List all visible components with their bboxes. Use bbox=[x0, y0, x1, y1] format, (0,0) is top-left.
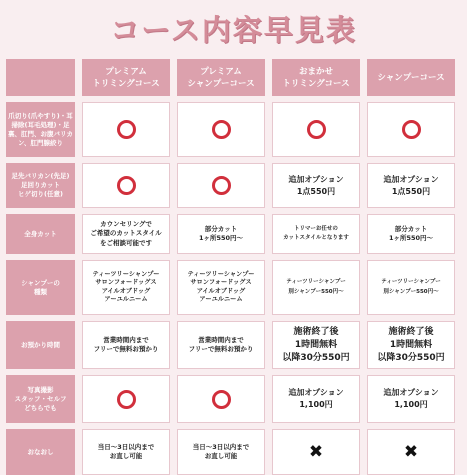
table-corner bbox=[6, 59, 75, 96]
table-cell: ティーツリーシャンプー 別シャンプー550円〜 bbox=[272, 260, 360, 315]
column-header-premium-shampoo: プレミアム シャンプーコース bbox=[177, 59, 265, 96]
table-cell bbox=[82, 375, 170, 423]
table-cell: トリマーお任せの カットスタイルとなります bbox=[272, 214, 360, 254]
table-cell bbox=[177, 375, 265, 423]
table-cell bbox=[82, 102, 170, 157]
table-cell: 追加オプション 1点550円 bbox=[367, 163, 455, 208]
row-label-shampoo-type: シャンプーの 種類 bbox=[6, 260, 75, 315]
circle-icon bbox=[307, 120, 326, 139]
row-label-touch-up: おなおし bbox=[6, 429, 75, 475]
table-cell bbox=[82, 163, 170, 208]
table-cell: 営業時間内まで フリーで無料お預かり bbox=[177, 321, 265, 369]
circle-icon bbox=[117, 390, 136, 409]
column-header-shampoo: シャンプーコース bbox=[367, 59, 455, 96]
row-label-boarding-time: お預かり時間 bbox=[6, 321, 75, 369]
table-cell: 施術終了後 1時間無料 以降30分550円 bbox=[272, 321, 360, 369]
column-header-premium-trimming: プレミアム トリミングコース bbox=[82, 59, 170, 96]
table-cell: 当日〜3日以内まで お直し可能 bbox=[82, 429, 170, 475]
circle-icon bbox=[402, 120, 421, 139]
course-table bbox=[6, 59, 455, 475]
table-cell bbox=[367, 429, 455, 475]
circle-icon bbox=[212, 120, 231, 139]
page-title: コース内容早見表 bbox=[110, 13, 357, 47]
table-cell: ティーツリーシャンプー 別シャンプー550円〜 bbox=[367, 260, 455, 315]
table-cell bbox=[367, 102, 455, 157]
row-label-foot-care: 足先バリカン(先足) 足回りカット ヒゲ切り(任意) bbox=[6, 163, 75, 208]
row-label-basic-care: 爪切り(爪やすり)・耳掃除(耳毛処理)・足裏、肛門、お腹バリカン、肛門腺絞り bbox=[6, 102, 75, 157]
table-cell: 部分カット 1ヶ所550円〜 bbox=[177, 214, 265, 254]
table-cell: ティーツリーシャンプー サロンフォードッグス アイルオブドッグ アーユルニーム bbox=[177, 260, 265, 315]
cross-icon: ✖ bbox=[308, 441, 324, 462]
cross-icon: ✖ bbox=[403, 441, 419, 462]
row-label-full-cut: 全身カット bbox=[6, 214, 75, 254]
table-cell: カウンセリングで ご希望のカットスタイル をご相談可能です bbox=[82, 214, 170, 254]
circle-icon bbox=[117, 176, 136, 195]
circle-icon bbox=[117, 120, 136, 139]
table-cell bbox=[272, 429, 360, 475]
table-cell: ティーツリーシャンプー サロンフォードッグス アイルオブドッグ アーユルニーム bbox=[82, 260, 170, 315]
row-label-photo: 写真撮影 スタッフ・セルフ どちらでも bbox=[6, 375, 75, 423]
column-header-omakase-trimming: おまかせ トリミングコース bbox=[272, 59, 360, 96]
circle-icon bbox=[212, 176, 231, 195]
table-cell: 営業時間内まで フリーで無料お預かり bbox=[82, 321, 170, 369]
table-cell: 追加オプション 1点550円 bbox=[272, 163, 360, 208]
table-cell bbox=[272, 102, 360, 157]
table-cell: 追加オプション 1,100円 bbox=[272, 375, 360, 423]
table-cell: 施術終了後 1時間無料 以降30分550円 bbox=[367, 321, 455, 369]
table-cell: 追加オプション 1,100円 bbox=[367, 375, 455, 423]
table-cell: 当日〜3日以内まで お直し可能 bbox=[177, 429, 265, 475]
table-cell bbox=[177, 163, 265, 208]
table-cell bbox=[177, 102, 265, 157]
circle-icon bbox=[212, 390, 231, 409]
table-cell: 部分カット 1ヶ所550円〜 bbox=[367, 214, 455, 254]
